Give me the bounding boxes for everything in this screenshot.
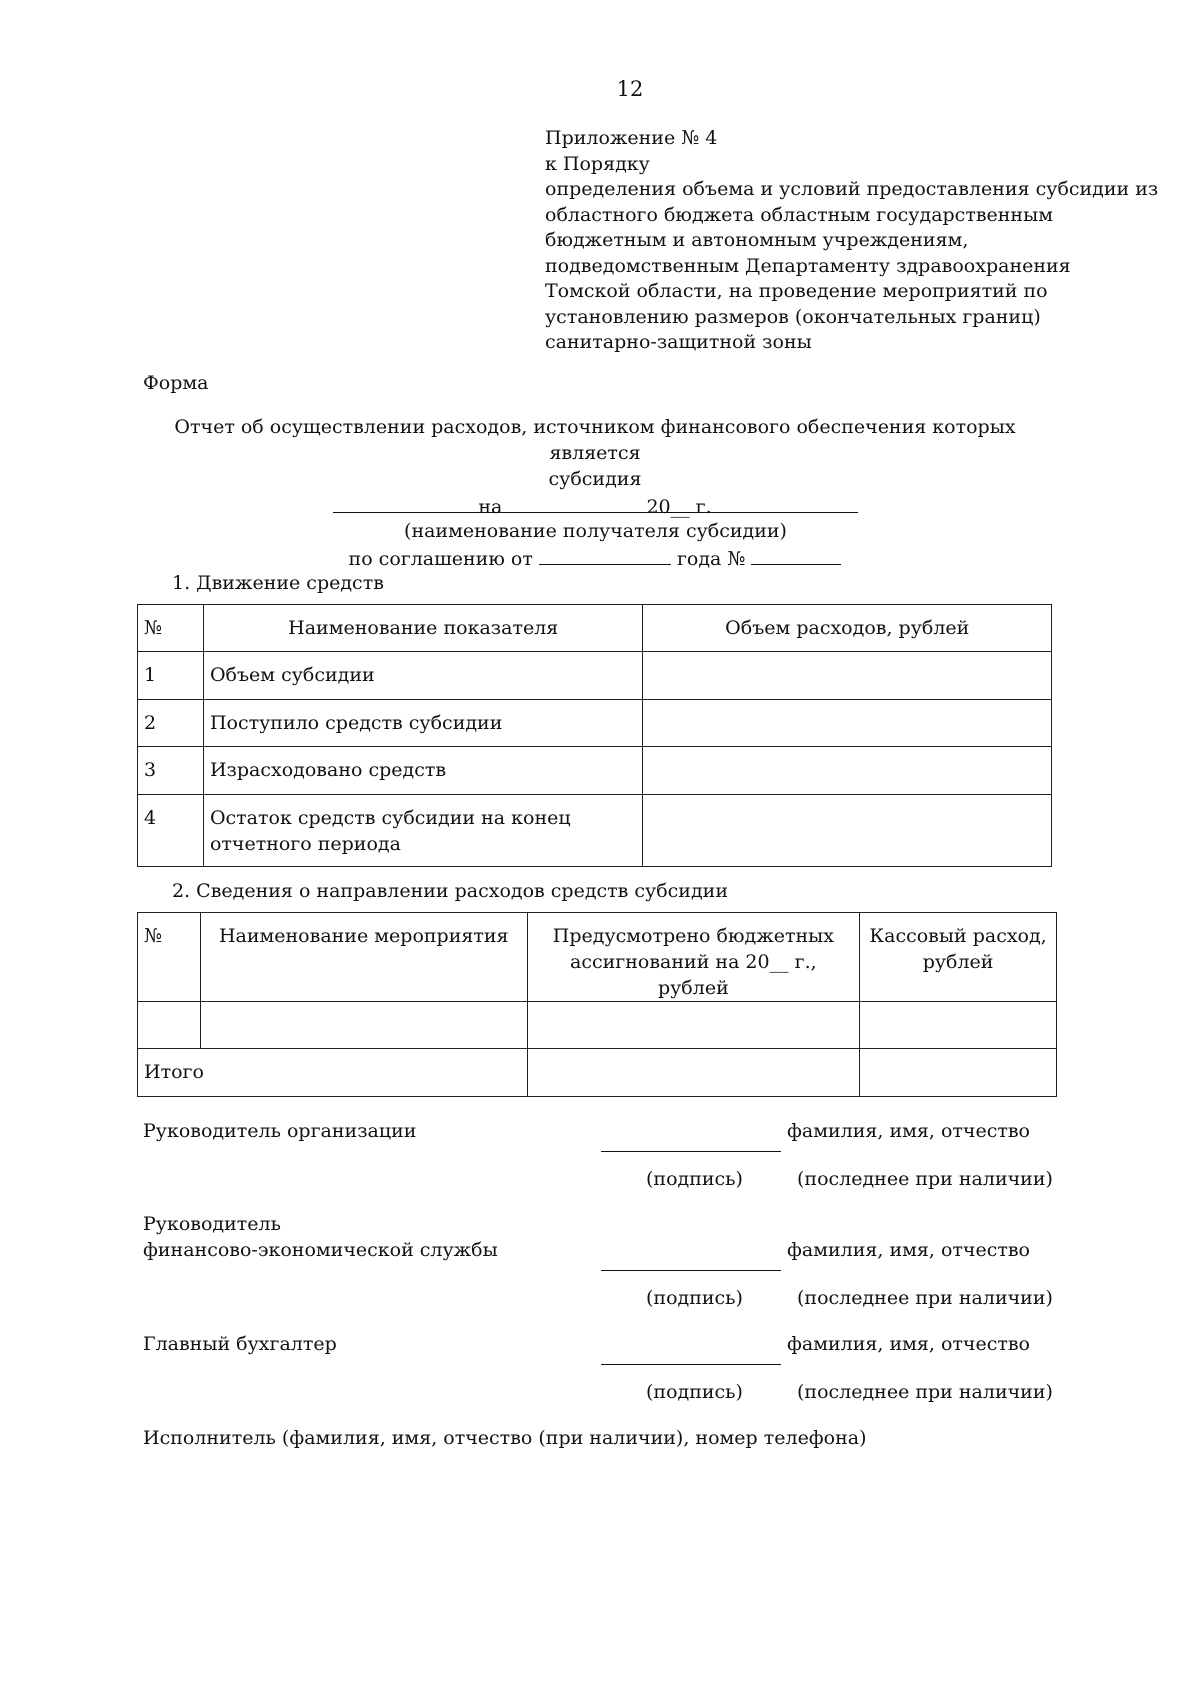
header-planned-line1: Предусмотрено бюджетных <box>552 925 834 947</box>
appendix-line: установлению размеров (окончательных границ) <box>545 305 1041 328</box>
header-num: № <box>138 605 204 652</box>
table-header-row <box>138 605 1052 652</box>
row-num: 4 <box>138 795 204 867</box>
row-name: Поступило средств субсидии <box>203 700 643 747</box>
table-row <box>138 747 1052 795</box>
section2-title: 2. Сведения о направлении расходов средств субсидии <box>172 880 728 902</box>
header-activity: Наименование мероприятия <box>200 913 527 1002</box>
section1-title: 1. Движение средств <box>172 572 384 594</box>
accountant-signature-caption: (подпись) <box>646 1381 743 1403</box>
planned-cell[interactable] <box>527 1002 860 1049</box>
accountant-label: Главный бухгалтер <box>143 1333 337 1355</box>
head-signature-line[interactable] <box>601 1151 781 1152</box>
table-row <box>138 652 1052 700</box>
date-year: 20__ г. <box>646 496 712 518</box>
appendix-line: подведомственным Департаменту здравоохранения <box>545 254 1071 277</box>
table-row <box>138 1002 1057 1049</box>
header-amount: Объем расходов, рублей <box>643 605 1052 652</box>
recipient-caption: (наименование получателя субсидии) <box>404 520 787 542</box>
table-row <box>138 795 1052 867</box>
row-name-line2: отчетного периода <box>209 833 401 855</box>
table-header-row <box>138 913 1057 1002</box>
recipient-name-line[interactable] <box>333 512 858 513</box>
total-row <box>138 1049 1057 1097</box>
appendix-line: Томской области, на проведение мероприятий по <box>545 280 1048 302</box>
date-blank[interactable] <box>508 492 640 513</box>
cash-cell[interactable] <box>860 1002 1057 1049</box>
header-planned-line2: ассигнований на 20__ г., рублей <box>570 951 817 999</box>
num-cell[interactable] <box>138 1002 201 1049</box>
amount-cell[interactable] <box>643 652 1052 700</box>
finance-label-line1: Руководитель <box>143 1213 281 1235</box>
expenditure-table <box>137 912 1057 1097</box>
appendix-line: областного бюджета областным государственным <box>545 203 1053 226</box>
row-num: 1 <box>138 652 204 700</box>
page-number: 12 <box>616 77 644 101</box>
row-name <box>203 795 643 867</box>
appendix-line: к Порядку <box>545 152 650 175</box>
header-num: № <box>138 913 201 1002</box>
row-num: 2 <box>138 700 204 747</box>
finance-signature-caption: (подпись) <box>646 1287 743 1309</box>
title-date <box>130 492 1060 520</box>
row-name-line1: Остаток средств субсидии на конец <box>209 807 571 829</box>
finance-label <box>143 1211 498 1263</box>
appendix-line: бюджетным и автономным учреждениям, <box>545 229 969 251</box>
agreement-line <box>130 544 1060 572</box>
head-fio-caption: (последнее при наличии) <box>797 1168 1053 1190</box>
funds-movement-table <box>137 604 1052 867</box>
finance-label-line2: финансово-экономической службы <box>143 1239 498 1261</box>
head-fio: фамилия, имя, отчество <box>787 1120 1030 1142</box>
form-label: Форма <box>143 372 209 394</box>
activity-cell[interactable] <box>200 1002 527 1049</box>
agreement-date-blank[interactable] <box>539 544 671 565</box>
planned-total-cell[interactable] <box>527 1049 860 1097</box>
date-prefix: на <box>478 496 503 518</box>
agreement-number-blank[interactable] <box>751 544 841 565</box>
executor-line: Исполнитель (фамилия, имя, отчество (при наличии), номер телефона) <box>143 1427 867 1449</box>
accountant-signature-line[interactable] <box>601 1364 781 1365</box>
title-line2: субсидия <box>548 468 642 490</box>
header-cash-line2: рублей <box>922 951 994 973</box>
appendix-line: санитарно-защитной зоны <box>545 331 812 353</box>
row-num: 3 <box>138 747 204 795</box>
appendix-line: Приложение № 4 <box>545 127 718 149</box>
header-indicator: Наименование показателя <box>203 605 643 652</box>
table-row <box>138 700 1052 747</box>
amount-cell[interactable] <box>643 700 1052 747</box>
amount-cell[interactable] <box>643 795 1052 867</box>
header-planned <box>527 913 860 1002</box>
finance-fio-caption: (последнее при наличии) <box>797 1287 1053 1309</box>
agreement-middle: года № <box>676 548 746 570</box>
accountant-fio: фамилия, имя, отчество <box>787 1333 1030 1355</box>
agreement-prefix: по соглашению от <box>348 548 533 570</box>
head-signature-caption: (подпись) <box>646 1168 743 1190</box>
header-cash-line1: Кассовый расход, <box>869 925 1047 947</box>
accountant-fio-caption: (последнее при наличии) <box>797 1381 1053 1403</box>
title-line1: Отчет об осуществлении расходов, источником финансового обеспечения которых является <box>174 416 1016 464</box>
row-name: Объем субсидии <box>203 652 643 700</box>
appendix-line: определения объема и условий предоставления субсидии из <box>545 178 1159 200</box>
head-label: Руководитель организации <box>143 1120 417 1142</box>
finance-fio: фамилия, имя, отчество <box>787 1239 1030 1261</box>
total-label: Итого <box>138 1049 528 1097</box>
report-title <box>130 414 1060 520</box>
cash-total-cell[interactable] <box>860 1049 1057 1097</box>
header-cash <box>860 913 1057 1002</box>
finance-signature-line[interactable] <box>601 1270 781 1271</box>
appendix-header <box>545 126 1165 356</box>
row-name: Израсходовано средств <box>203 747 643 795</box>
amount-cell[interactable] <box>643 747 1052 795</box>
